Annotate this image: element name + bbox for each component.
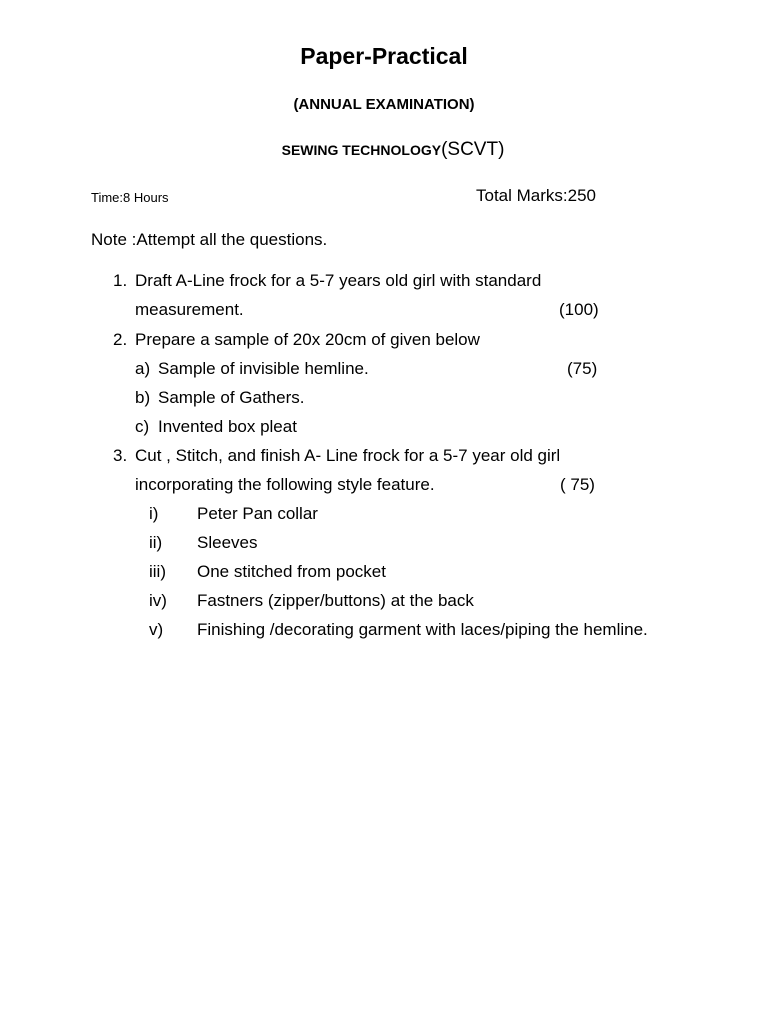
question-number: 3. [113,446,128,465]
subject-heading [0,139,768,161]
subitem-text: One stitched from pocket [197,562,386,581]
subject-code: (SCVT) [441,139,505,160]
subitem-text: Invented box pleat [158,417,297,436]
subitem-text: Sleeves [197,533,258,552]
subitem-label: a) [135,359,151,378]
question-text: measurement. [135,300,244,319]
subitem-label: c) [135,417,150,436]
subject-name: SEWING TECHNOLOGY [281,142,442,158]
subitem-text: Finishing /decorating garment with laces/piping the hemline. [197,620,648,639]
exam-time: Time:8 Hours [91,190,169,205]
subitem-label: v) [149,620,164,639]
total-marks: Total Marks:250 [476,186,596,205]
subitem-text: Peter Pan collar [197,504,318,523]
question-marks: (75) [567,359,598,378]
subitem-label: b) [135,388,151,407]
exam-type: (ANNUAL EXAMINATION) [293,96,475,113]
paper-title: Paper-Practical [300,43,468,69]
instructions-note: Note :Attempt all the questions. [91,230,328,249]
subitem-label: i) [149,504,159,523]
subitem-label: iii) [149,562,166,581]
question-number: 2. [113,330,128,349]
subitem-text: Sample of invisible hemline. [158,359,369,378]
subitem-text: Fastners (zipper/buttons) at the back [197,591,474,610]
subitem-label: ii) [149,533,163,552]
question-text: Cut , Stitch, and finish A- Line frock for a 5-7 year old girl [135,446,561,465]
question-marks: (100) [559,300,599,319]
subitem-text: Sample of Gathers. [158,388,305,407]
question-marks: ( 75) [560,475,595,494]
question-text: Prepare a sample of 20x 20cm of given below [135,330,480,349]
subitem-label: iv) [149,591,167,610]
question-number: 1. [113,271,128,290]
question-text: Draft A-Line frock for a 5-7 years old girl with standard [135,271,542,290]
question-text: incorporating the following style feature. [135,475,435,494]
